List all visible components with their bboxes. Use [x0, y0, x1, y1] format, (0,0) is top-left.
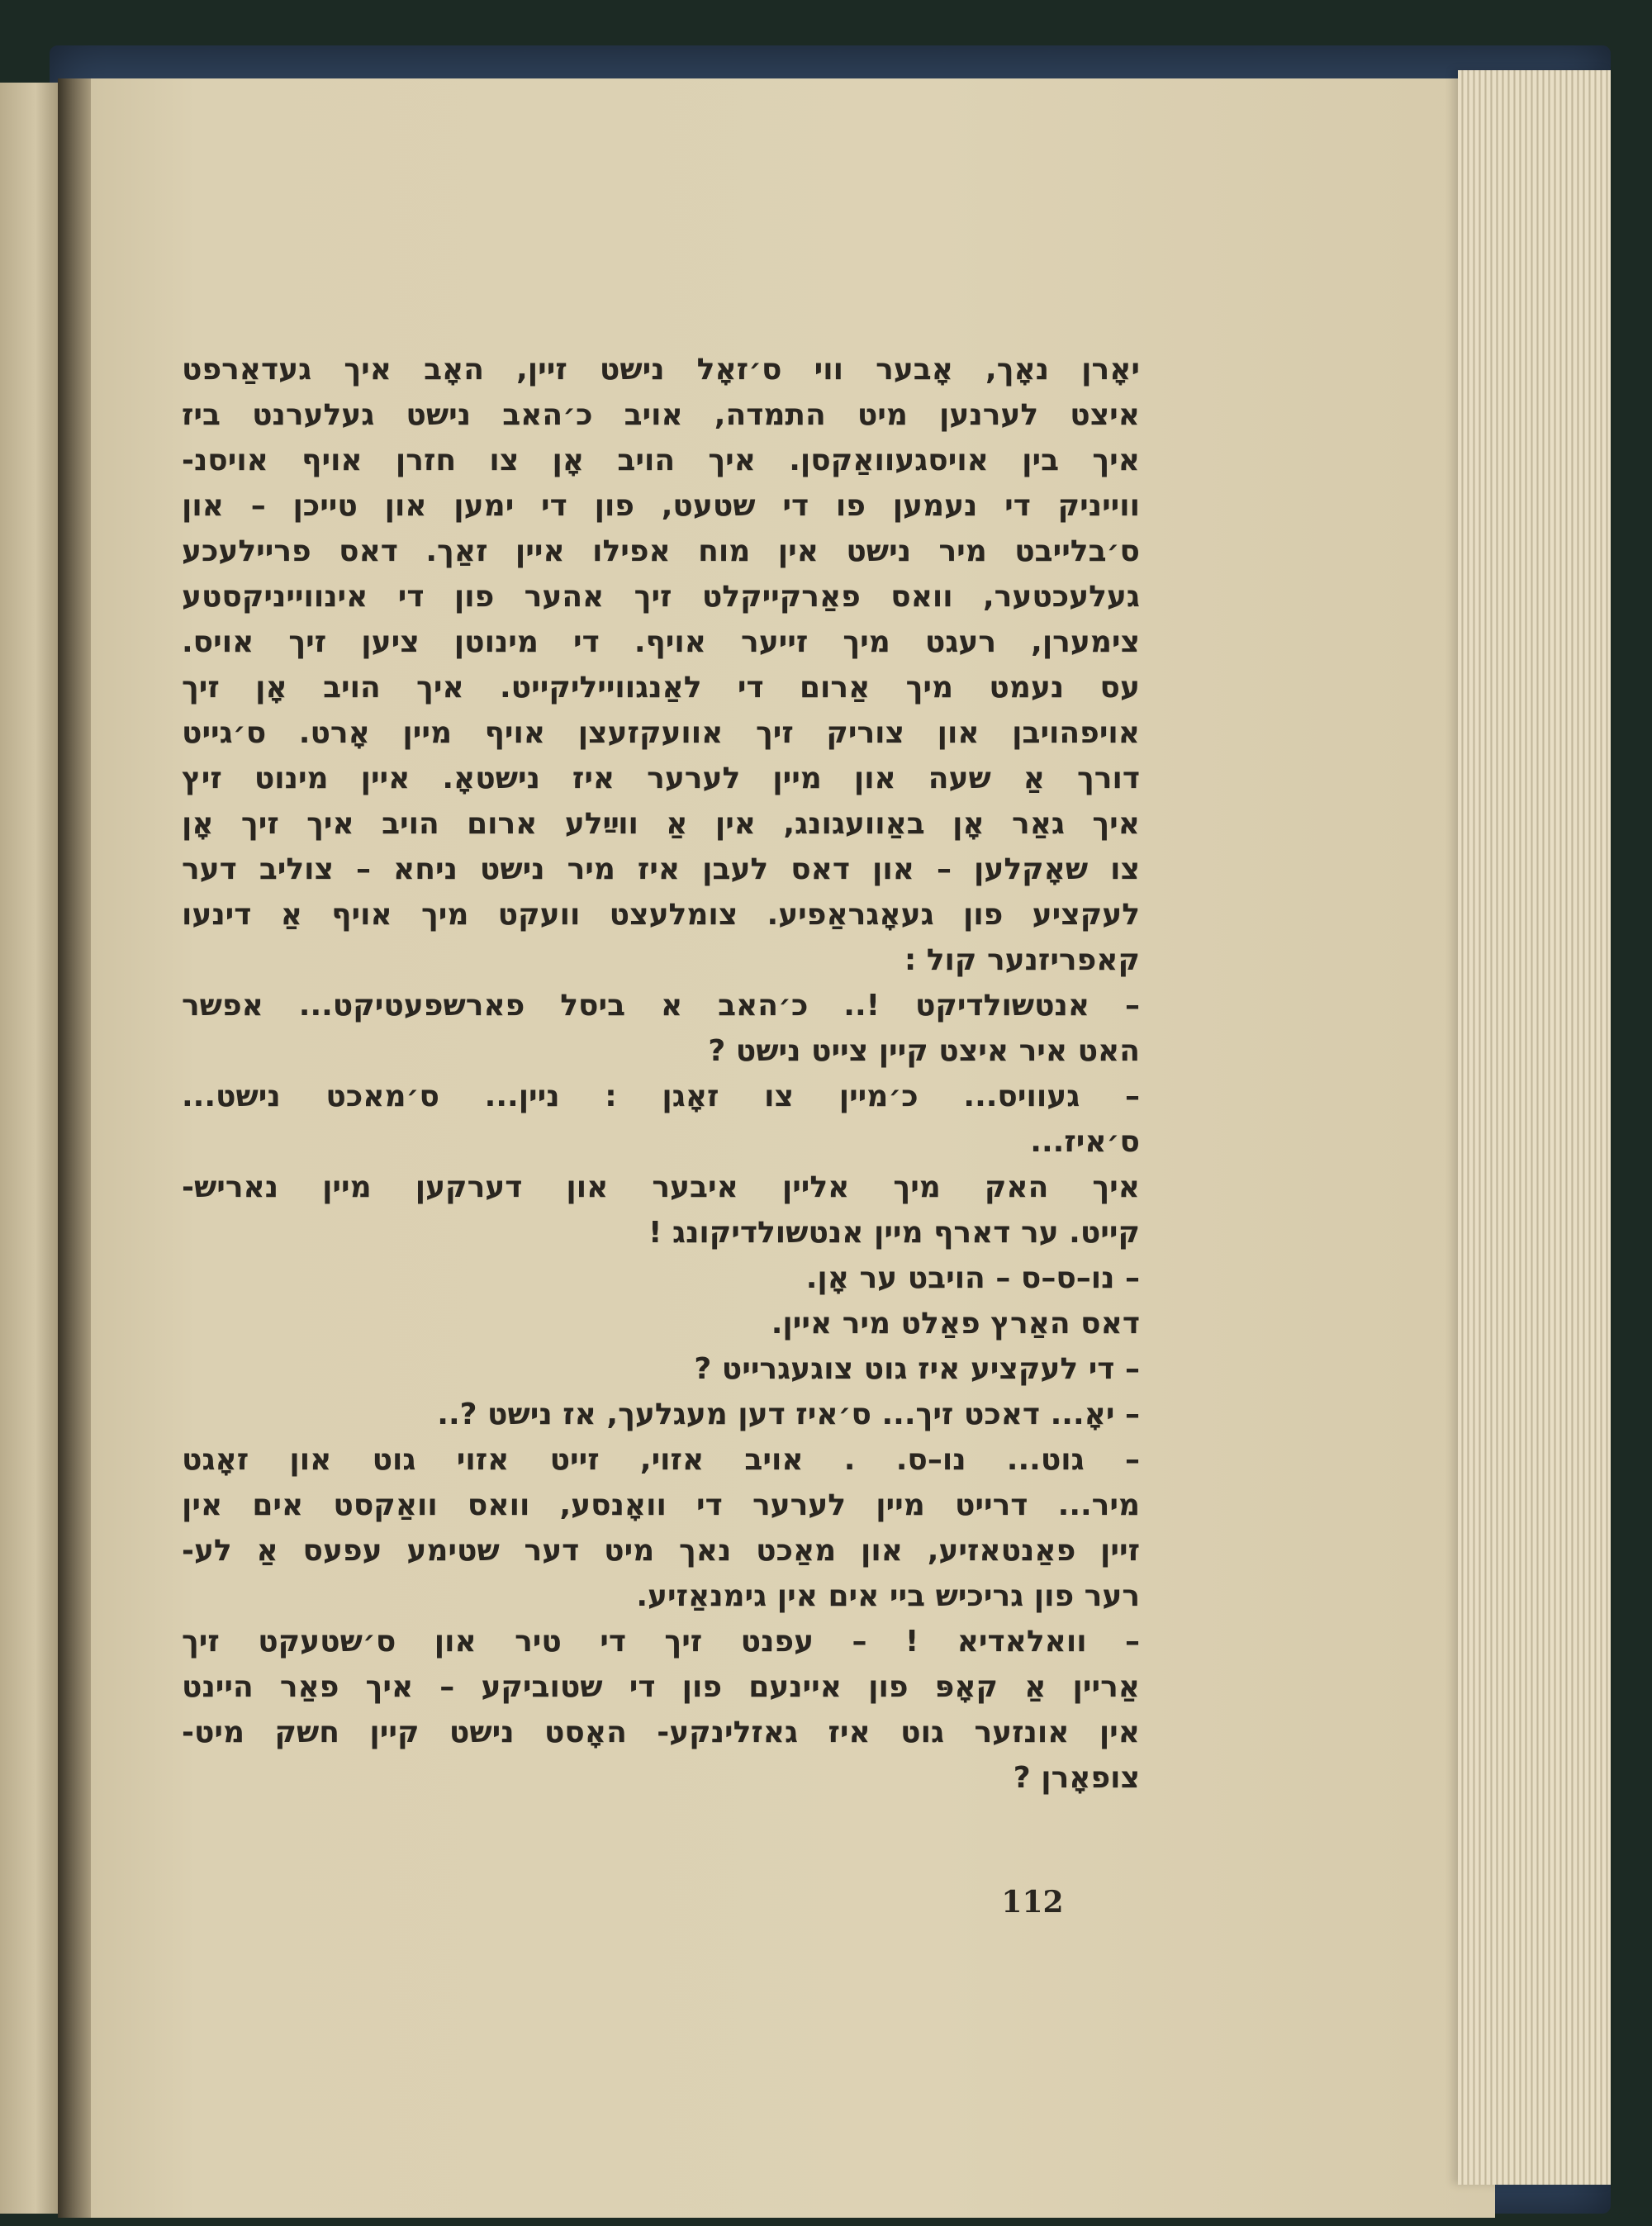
text-line: געלעכטער, וואס פאַרקייקלט זיך אהער פון די אינווייניקסטע	[182, 580, 1140, 614]
page-number: 112	[1001, 1885, 1064, 1920]
text-line: לעקציע פון געאָגראַפיע. צומלעצט וועקט מיך אויף אַ דינעו	[182, 898, 1140, 932]
text-line: – נו–ס–ס – הויבט ער אָן.	[805, 1261, 1140, 1295]
text-line: – אנטשולדיקט !.. כ׳האב א ביסל פארשפעטיקט... אפשר	[182, 989, 1140, 1023]
text-line: – געוויס... כ׳מיין צו זאָגן : ניין... ס׳מאכט נישט...	[182, 1080, 1140, 1113]
text-line: אין אונזער גוט איז גאזלינקע- האָסט נישט קיין חשק מיט-	[182, 1716, 1140, 1749]
text-line: צו שאָקלען – און דאס לעבן איז מיר נישט ניחא – צוליב דער	[182, 852, 1140, 886]
text-line: רער פון גריכיש ביי אים אין גימנאַזיע.	[636, 1579, 1140, 1613]
text-line: דורך אַ שעה און מיין לערער איז נישטאָ. איין מינוט זיץ	[182, 762, 1140, 795]
text-line: ווייניק די נעמען פו די שטעט, פון די ימען און טייכן – און	[182, 489, 1140, 523]
text-line: צימערן, רעגט מיך זייער אויף. די מינוטן ציען זיך אויס.	[182, 625, 1140, 659]
text-line: איך האק מיך אליין איבער און דערקען מיין נאריש-	[182, 1170, 1140, 1204]
text-line: – גוט... נו–ס. . אויב אזוי, זייט אזוי גוט און זאָגט	[182, 1443, 1140, 1477]
page-edges	[1458, 70, 1611, 2185]
text-line: ס׳איז...	[1030, 1125, 1140, 1159]
facing-page-edge	[0, 83, 64, 2214]
text-line: דאס האַרץ פאַלט מיר איין.	[771, 1307, 1140, 1341]
text-line: אַריין אַ קאָפּ פון איינעם פון די שטוביקע – איך פאַר היינט	[182, 1670, 1140, 1704]
text-line: ס׳בלייבט מיר נישט אין מוח אפילו איין זאַך. דאס פריילעכע	[182, 534, 1140, 568]
text-line: איך בין אויסגעוואַקסן. איך הויב אָן צו חזרן אויף אויסנ-	[182, 444, 1140, 477]
text-line: מיר... דרייט מיין לערער די וואָנסע, וואס וואַקסט אים אין	[182, 1488, 1140, 1522]
text-line: אויפהויבן און צוריק זיך אוועקזעצן אויף מיין אָרט. ס׳גייט	[182, 716, 1140, 750]
page-gutter	[58, 78, 91, 2218]
text-line: יאָרן נאָך, אָבער ווי ס׳זאָל נישט זיין, האָב איך געדאַרפט	[182, 353, 1140, 387]
text-line: איך גאַר אָן באַוועגונג, אין אַ ווײַלע ארום הויב איך זיך אָן	[182, 807, 1140, 841]
text-line: איצט לערנען מיט התמדה, אויב כ׳האב נישט געלערנט ביז	[182, 398, 1140, 432]
text-line: האט איר איצט קיין צייט נישט ?	[708, 1034, 1140, 1068]
text-line: – די לעקציע איז גוט צוגעגרייט ?	[694, 1352, 1140, 1386]
text-line: זיין פאַנטאזיע, און מאַכט נאך מיט דער שטימע עפעס אַ לע-	[182, 1534, 1140, 1568]
text-line: – וואלאדיא ! – עפנט זיך די טיר און ס׳שטעקט זיך	[182, 1625, 1140, 1659]
text-line: קייט. ער דארף מיין אנטשולדיקונג !	[648, 1216, 1140, 1250]
text-line: – יאָ... דאכט זיך... ס׳איז דען מעגלעך, אז נישט ?..	[437, 1398, 1140, 1431]
text-line: עס נעמט מיך אַרום די לאַנגווייליקייט. איך הויב אָן זיך	[182, 671, 1140, 705]
text-line: קאפריזנער קול :	[904, 943, 1140, 977]
page-text	[182, 347, 1140, 1801]
text-line: צופאָרן ?	[1013, 1761, 1140, 1795]
